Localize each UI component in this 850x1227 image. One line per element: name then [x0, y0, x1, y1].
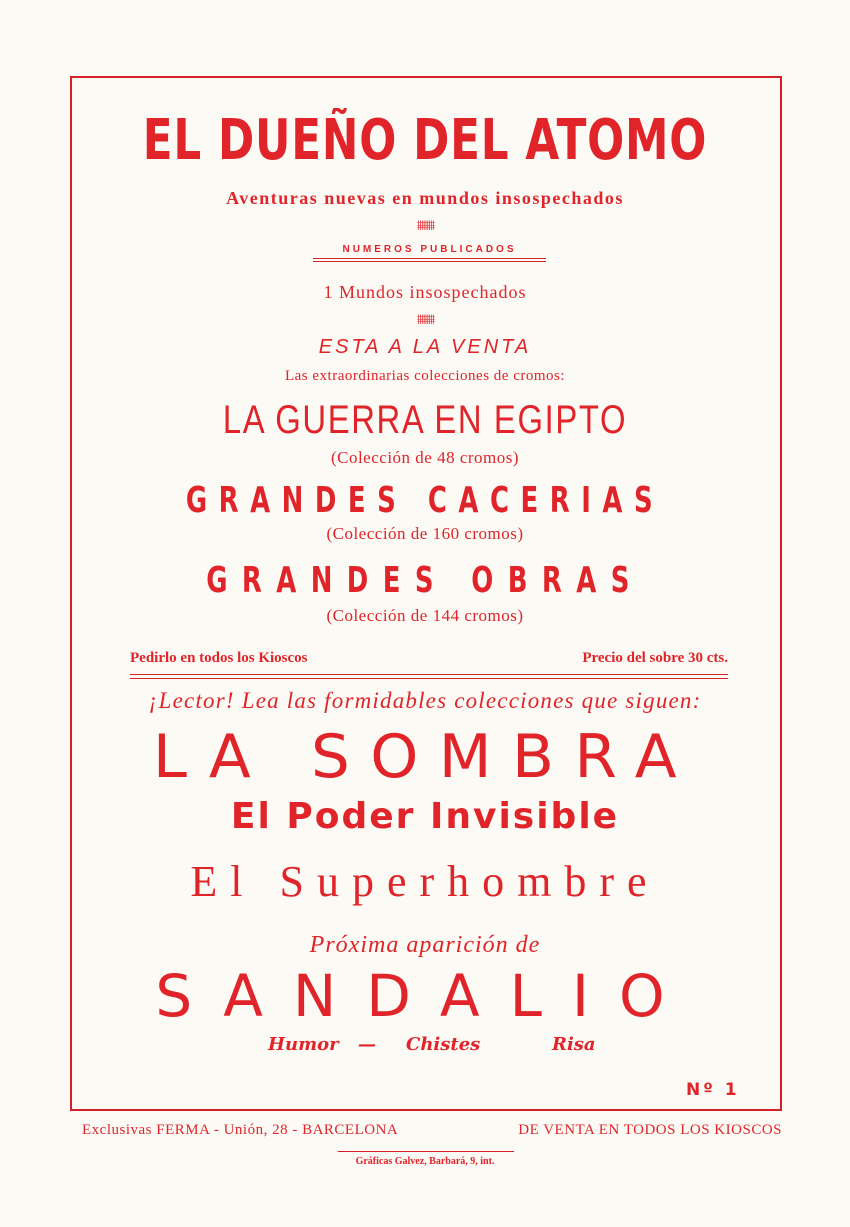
ornament-icon: ⩩⩩⩩ [416, 312, 434, 328]
tag-risa: Risa [552, 1034, 596, 1055]
series-superhombre: El Superhombre [190, 857, 660, 906]
collection-detail: (Colección de 160 cromos) [326, 524, 524, 543]
first-issue: 1 Mundos insospechados [323, 282, 527, 302]
reader-callout: ¡Lector! Lea las formidables colecciones que siguen: [148, 688, 702, 713]
publisher-address: Exclusivas FERMA - Unión, 28 - BARCELONA [82, 1122, 399, 1138]
series-la-sombra: LA SOMBRA [152, 722, 698, 792]
on-sale-heading: ESTA A LA VENTA [318, 336, 532, 358]
divider [313, 261, 546, 262]
order-price: Precio del sobre 30 cts. [582, 650, 728, 666]
sale-notice: DE VENTA EN TODOS LOS KIOSCOS [518, 1122, 782, 1138]
printer-credit: Gráficas Galvez, Barbará, 9, int. [355, 1156, 495, 1167]
collection-detail: (Colección de 144 cromos) [326, 606, 524, 625]
collection-name: GRANDES CACERIAS [185, 480, 665, 521]
tag-humor: Humor [268, 1034, 339, 1055]
series-sandalio: SANDALIO [155, 962, 695, 1030]
published-heading-block [313, 244, 546, 262]
published-heading: NUMEROS PUBLICADOS [342, 244, 517, 255]
collection-detail: (Colección de 48 cromos) [330, 448, 520, 467]
coming-soon: Próxima aparición de [309, 932, 541, 958]
divider [338, 1151, 514, 1152]
tag-dash: — [358, 1034, 376, 1055]
series-poder-invisible: El Poder Invisible [230, 796, 620, 837]
magazine-title: EL DUEÑO DEL ATOMO [142, 108, 708, 173]
double-divider [130, 674, 728, 679]
tag-chistes: Chistes [406, 1034, 481, 1055]
magazine-subtitle: Aventuras nuevas en mundos insospechados [226, 188, 624, 208]
order-where: Pedirlo en todos los Kioscos [130, 650, 308, 666]
divider [313, 258, 546, 259]
collection-name: GRANDES OBRAS [206, 560, 644, 601]
collection-name: LA GUERRA EN EGIPTO [222, 398, 628, 442]
cromos-intro: Las extraordinarias colecciones de cromos: [284, 368, 566, 384]
ornament-icon: ⩩⩩⩩ [416, 218, 434, 234]
issue-number: Nº 1 [686, 1080, 740, 1100]
